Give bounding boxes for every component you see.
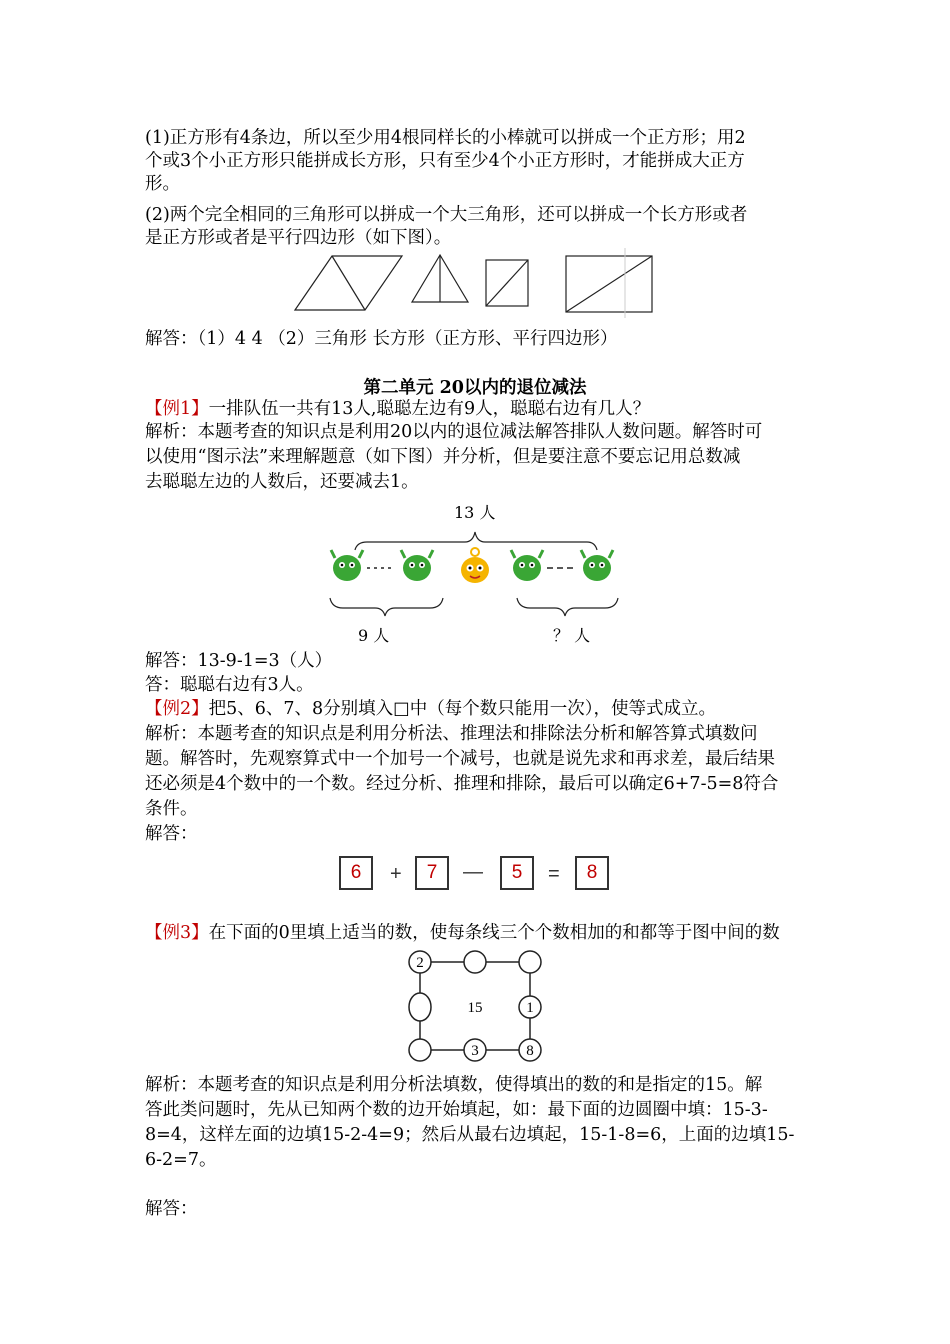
example-1-analysis-3: 去聪聪左边的人数后，还要减去1。: [145, 472, 419, 492]
queue-figure: [325, 520, 625, 630]
example-2-line: [145, 698, 716, 720]
equation-figure: [335, 855, 615, 895]
example-2-label: 【例2】: [145, 699, 209, 719]
equation-box-4: 8: [575, 856, 609, 890]
example-1-answer: 解答：13-9-1=3（人）: [145, 651, 333, 671]
example-1-question: 一排队伍一共有13人,聪聪左边有9人，聪聪右边有几人？: [208, 399, 651, 419]
equals-sign: =: [548, 863, 560, 885]
frog-right-2: [581, 550, 613, 581]
bottom-right-value: 8: [526, 1043, 534, 1059]
example-3-label: 【例3】: [145, 923, 209, 943]
example-3-analysis-1: 解析：本题考查的知识点是利用分析法填数，使得填出的数的和是指定的15。解: [145, 1075, 763, 1095]
total-label: 13 人: [454, 503, 496, 522]
example-2-answer-label: 解答：: [145, 824, 198, 844]
paragraph-2-line-2: 是正方形或者是平行四边形（如下图）。: [145, 228, 452, 248]
equation-box-2: 7: [415, 856, 449, 890]
shapes-figure: [290, 248, 670, 318]
plus-sign: +: [390, 863, 402, 885]
example-3-analysis-2: 答此类问题时，先从已知两个数的边开始填起，如：最下面的边圆圈中填：15-3-: [145, 1100, 768, 1120]
bottom-mid-value: 3: [471, 1043, 479, 1059]
right-brace: [517, 598, 618, 616]
top-left-value: 2: [416, 955, 424, 971]
parallelogram-diagonal: [332, 256, 365, 310]
circle-top-mid: [464, 951, 486, 973]
example-1-analysis-1: 解析：本题考查的知识点是利用20以内的退位减法解答排队人数问题。解答时可: [145, 422, 763, 442]
frog-left-2: [401, 550, 433, 581]
example-2-analysis-2: 题。解答时，先观察算式中一个加号一个减号，也就是说先求和再求差，最后结果: [145, 749, 775, 769]
example-2-analysis-1: 解析：本题考查的知识点是利用分析法、推理法和排除法分析和解答算式填数问: [145, 724, 758, 744]
example-1-analysis-2: 以使用“图示法”来理解题意（如下图）并分析，但是要注意不要忘记用总数减: [145, 447, 741, 467]
example-3-analysis-4: 6-2=7。: [145, 1150, 217, 1170]
equation-box-1: 6: [339, 856, 373, 890]
square-diagonal: [486, 260, 528, 306]
example-3-question: 在下面的0里填上适当的数，使每条线三个个数相加的和都等于图中间的数: [208, 923, 780, 943]
example-1-label: 【例1】: [145, 399, 209, 419]
minus-sign: —: [463, 861, 483, 883]
unit-2-title: 第二单元 20以内的退位减法: [363, 378, 587, 398]
equation-box-3: 5: [500, 856, 534, 890]
paragraph-1-line-2: 个或3个小正方形只能拼成长方形，只有至少4个小正方形时，才能拼成大正方: [145, 151, 745, 171]
circle-square-figure: [400, 945, 550, 1070]
paragraph-2-line-1: (2)两个完全相同的三角形可以拼成一个大三角形，还可以拼成一个长方形或者: [145, 205, 748, 225]
example-1-conclusion: 答：聪聪右边有3人。: [145, 675, 314, 695]
left-brace: [330, 598, 443, 616]
congcong-character: [461, 548, 489, 583]
example-2-analysis-3: 还必须是4个数中的一个数。经过分析、推理和排除，最后可以确定6+7-5=8符合: [145, 774, 779, 794]
example-2-question: 把5、6、7、8分别填入□中（每个数只能用一次），使等式成立。: [208, 699, 716, 719]
paragraph-1-line-1: (1)正方形有4条边，所以至少用4根同样长的小棒就可以拼成一个正方形；用2: [145, 128, 746, 148]
rectangle-diagonal: [566, 256, 652, 312]
paragraph-1-line-3: 形。: [145, 174, 180, 194]
right-mid-value: 1: [526, 1000, 534, 1016]
left-count-label: 9 人: [358, 626, 390, 645]
circle-left-mid: [409, 993, 431, 1021]
example-1-line: [145, 398, 650, 420]
example-3-analysis-3: 8=4，这样左面的边填15-2-4=9；然后从最右边填起，15-1-8=6，上面的边填15-: [145, 1125, 795, 1145]
example-3-answer-label: 解答：: [145, 1199, 198, 1219]
circle-top-right: [519, 951, 541, 973]
frog-left-1: [331, 550, 363, 581]
center-value: 15: [467, 1000, 483, 1016]
example-3-line: [145, 922, 780, 944]
circle-bottom-left: [409, 1039, 431, 1061]
frog-right-1: [511, 550, 543, 581]
right-count-label: ？ 人: [553, 626, 591, 645]
example-2-analysis-4: 条件。: [145, 799, 198, 819]
section1-answer: 解答：（1）4 4 （2）三角形 长方形（正方形、平行四边形）: [145, 329, 618, 349]
